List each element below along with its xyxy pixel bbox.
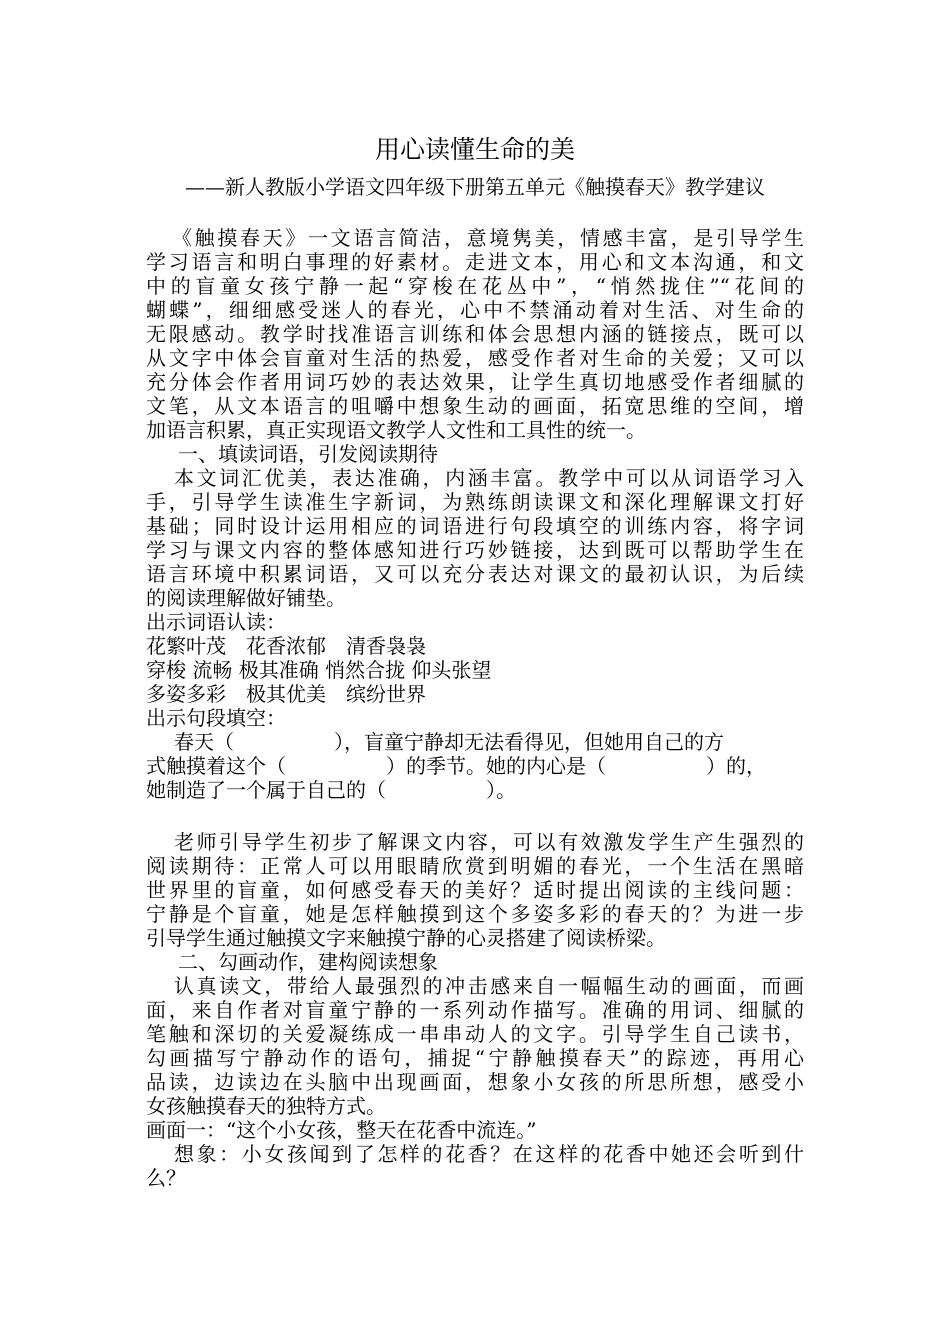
document-title: 用心读懂生命的美 xyxy=(374,135,575,164)
fill-in-heading: 出示句段填空： xyxy=(146,706,286,730)
paragraph-line: 的阅读理解做好铺垫。 xyxy=(146,586,346,610)
paragraph-line: 加语言积累，真正实现语文教学人文性和工具性的统一。 xyxy=(146,418,646,442)
paragraph-line: 基础；同时设计运用相应的词语进行句段填空的训练内容，将字词 xyxy=(146,514,804,538)
section-heading: 一、填读词语，引发阅读期待 xyxy=(178,442,438,466)
word-list-heading: 出示词语认读： xyxy=(146,610,286,634)
word-list-row: 多姿多彩 极其优美 缤纷世界 xyxy=(146,682,426,706)
paragraph-line: 学习与课文内容的整体感知进行巧妙链接，达到既可以帮助学生在 xyxy=(146,538,804,562)
paragraph-line: 无限感动。教学时找准语言训练和体会思想内涵的链接点，既可以 xyxy=(146,322,804,346)
paragraph-line: 勾画描写宁静动作的语句，捕捉“宁静触摸春天”的踪迹，再用心 xyxy=(146,1046,804,1070)
paragraph-line: 《触摸春天》一文语言简洁，意境隽美，情感丰富，是引导学生 xyxy=(172,226,804,250)
fill-in-line: 她制造了一个属于自己的（ ）。 xyxy=(146,778,516,802)
section-heading: 二、勾画动作，建构阅读想象 xyxy=(178,950,438,974)
paragraph-line: 中的盲童女孩宁静一起“穿梭在花丛中”，“悄然拢住”“花间的 xyxy=(146,274,804,298)
paragraph-line: 笔触和深切的关爱凝练成一串串动人的文字。引导学生自己读书， xyxy=(146,1022,804,1046)
paragraph-line: 想象：小女孩闻到了怎样的花香？在这样的花香中她还会听到什 xyxy=(174,1142,804,1166)
paragraph-line: 女孩触摸春天的独特方式。 xyxy=(146,1094,386,1118)
paragraph-line: 学习语言和明白事理的好素材。走进文本，用心和文本沟通，和文 xyxy=(146,250,804,274)
fill-in-line: 式触摸着这个（ ）的季节。她的内心是（ ）的， xyxy=(146,754,766,778)
paragraph-line: 认真读文，带给人最强烈的冲击感来自一幅幅生动的画面，而画 xyxy=(174,974,804,998)
paragraph-line: 从文字中体会盲童对生活的热爱，感受作者对生命的关爱；又可以 xyxy=(146,346,804,370)
paragraph-line: 世界里的盲童，如何感受春天的美好？适时提出阅读的主线问题： xyxy=(146,878,804,902)
paragraph-line: 宁静是个盲童，她是怎样触摸到这个多姿多彩的春天的？为进一步 xyxy=(146,902,804,926)
paragraph-line: 老师引导学生初步了解课文内容，可以有效激发学生产生强烈的 xyxy=(174,830,804,854)
paragraph-line: 文笔，从文本语言的咀嚼中想象生动的画面，拓宽思维的空间，增 xyxy=(146,394,804,418)
word-list-row: 花繁叶茂 花香浓郁 清香袅袅 xyxy=(146,634,426,658)
paragraph-line: 引导学生通过触摸文字来触摸宁静的心灵搭建了阅读桥梁。 xyxy=(146,926,666,950)
paragraph-line: 面，来自作者对盲童宁静的一系列动作描写。准确的用词、细腻的 xyxy=(146,998,804,1022)
paragraph-line: 语言环境中积累词语，又可以充分表达对课文的最初认识，为后续 xyxy=(146,562,804,586)
paragraph-line: 么？ xyxy=(146,1166,186,1190)
paragraph-line: 本文词汇优美，表达准确，内涵丰富。教学中可以从词语学习入 xyxy=(174,466,804,490)
paragraph-line: 充分体会作者用词巧妙的表达效果，让学生真切地感受作者细腻的 xyxy=(146,370,804,394)
paragraph-line: 品读，边读边在头脑中出现画面，想象小女孩的所思所想，感受小 xyxy=(146,1070,804,1094)
word-list-row: 穿梭 流畅 极其准确 悄然合拢 仰头张望 xyxy=(146,658,492,682)
paragraph-line: 手，引导学生读准生字新词，为熟练朗读课文和深化理解课文打好 xyxy=(146,490,804,514)
scene-quote: 画面一：“这个小女孩，整天在花香中流连。” xyxy=(146,1118,537,1142)
paragraph-line: 阅读期待：正常人可以用眼睛欣赏到明媚的春光，一个生活在黑暗 xyxy=(146,854,804,878)
fill-in-line: 春天（ ），盲童宁静却无法看得见，但她用自己的方 xyxy=(174,730,724,754)
paragraph-line: 蝴蝶”，细细感受迷人的春光，心中不禁涌动着对生活、对生命的 xyxy=(146,298,804,322)
document-subtitle: ——新人教版小学语文四年级下册第五单元《触摸春天》教学建议 xyxy=(185,175,765,199)
